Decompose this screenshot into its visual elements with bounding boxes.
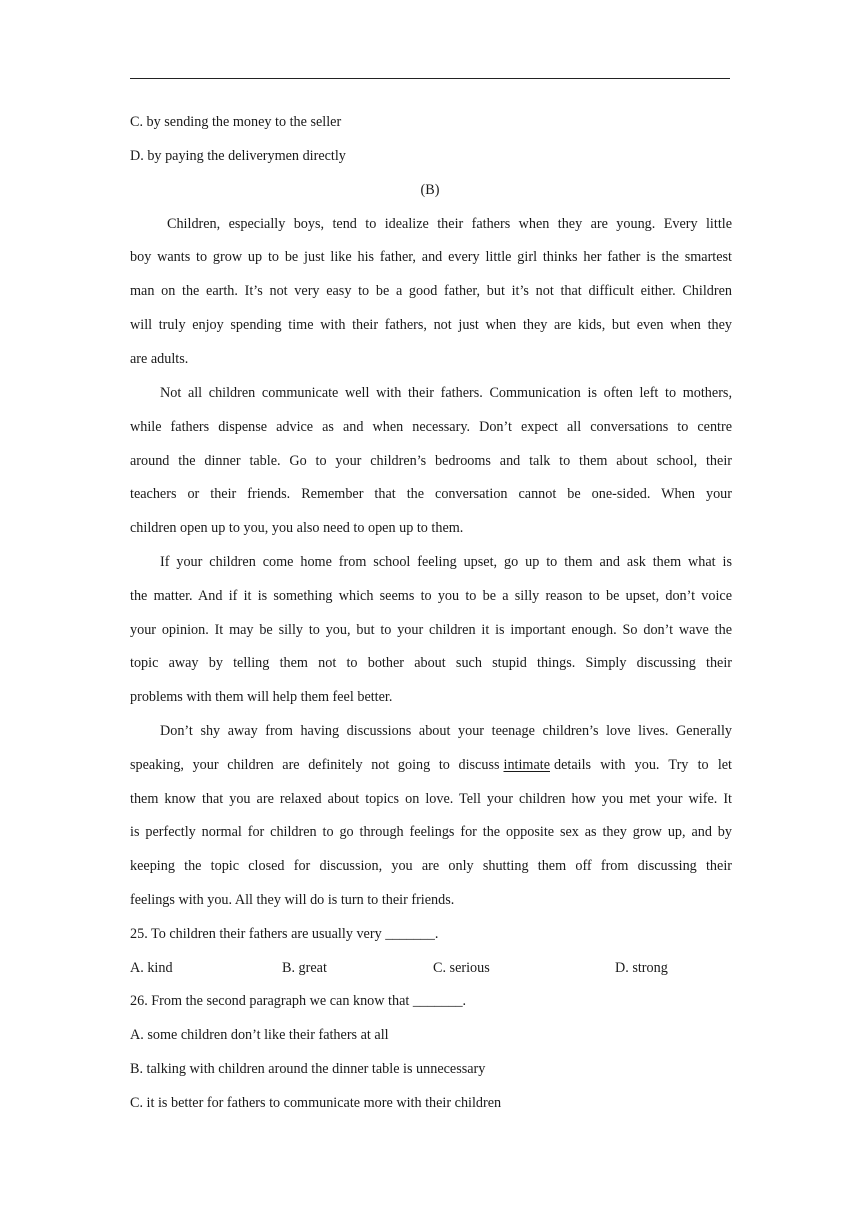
p4-line-4: is perfectly normal for children to go through feelings for the opposite sex as they grow up, and by [130, 824, 732, 840]
p1-line-3: man on the earth. It’s not very easy to be a good father, but it’s not that difficult either. Children [130, 283, 732, 299]
p3-line-2: the matter. And if it is something which seems to you to be a silly reason to be upset, don’t voice [130, 588, 732, 604]
p1-line-4: will truly enjoy spending time with their fathers, not just when they are kids, but even when they [130, 317, 732, 333]
p3-line-3: your opinion. It may be silly to you, but to your children it is important enough. So don’t wave the [130, 622, 732, 638]
p1-line-1: Children, especially boys, tend to idealize their fathers when they are young. Every little [167, 216, 732, 232]
option-c-prev: C. by sending the money to the seller [130, 114, 342, 130]
p1-line-5: are adults. [130, 351, 189, 367]
p2-line-1: Not all children communicate well with their fathers. Communication is often left to mothers, [160, 385, 732, 401]
question-26-stem: 26. From the second paragraph we can know that _______. [130, 993, 467, 1009]
question-25-stem: 25. To children their fathers are usually very _______. [130, 926, 439, 942]
p4-line-2 [130, 756, 732, 774]
header-rule [130, 78, 730, 79]
p2-line-2: while fathers dispense advice as and when necessary. Don’t expect all conversations to centre [130, 419, 732, 435]
p2-line-5: children open up to you, you also need to open up to them. [130, 520, 464, 536]
p3-line-5: problems with them will help them feel better. [130, 689, 393, 705]
p4-line-3: them know that you are relaxed about topics on love. Tell your children how you met your wife. It [130, 791, 732, 807]
q25-option-a: A. kind [130, 960, 173, 976]
p4-line-2-after: details with you. Try to let [554, 757, 732, 773]
q26-option-b: B. talking with children around the dinner table is unnecessary [130, 1061, 486, 1077]
p1-line-2: boy wants to grow up to be just like his father, and every little girl thinks her father is the smartest [130, 249, 732, 265]
p3-line-4: topic away by telling them not to bother about such stupid things. Simply discussing their [130, 655, 732, 671]
option-d-prev: D. by paying the deliverymen directly [130, 148, 346, 164]
p4-line-2-before: speaking, your children are definitely not going to discuss [130, 757, 500, 773]
p4-line-6: feelings with you. All they will do is turn to their friends. [130, 892, 455, 908]
q26-option-c: C. it is better for fathers to communicate more with their children [130, 1095, 502, 1111]
q26-option-a: A. some children don’t like their fathers at all [130, 1027, 389, 1043]
p2-line-3: around the dinner table. Go to your children’s bedrooms and talk to them about school, their [130, 453, 732, 469]
p2-line-4: teachers or their friends. Remember that the conversation cannot be one-sided. When your [130, 486, 732, 502]
q25-option-d: D. strong [615, 960, 668, 976]
q25-option-c: C. serious [433, 960, 490, 976]
underlined-word-intimate: intimate [503, 757, 550, 773]
p3-line-1: If your children come home from school feeling upset, go up to them and ask them what is [160, 554, 732, 570]
q25-option-b: B. great [282, 960, 327, 976]
p4-line-5: keeping the topic closed for discussion, you are only shutting them off from discussing their [130, 858, 732, 874]
p4-line-1: Don’t shy away from having discussions about your teenage children’s love lives. Generally [160, 723, 732, 739]
section-label: (B) [420, 182, 440, 198]
